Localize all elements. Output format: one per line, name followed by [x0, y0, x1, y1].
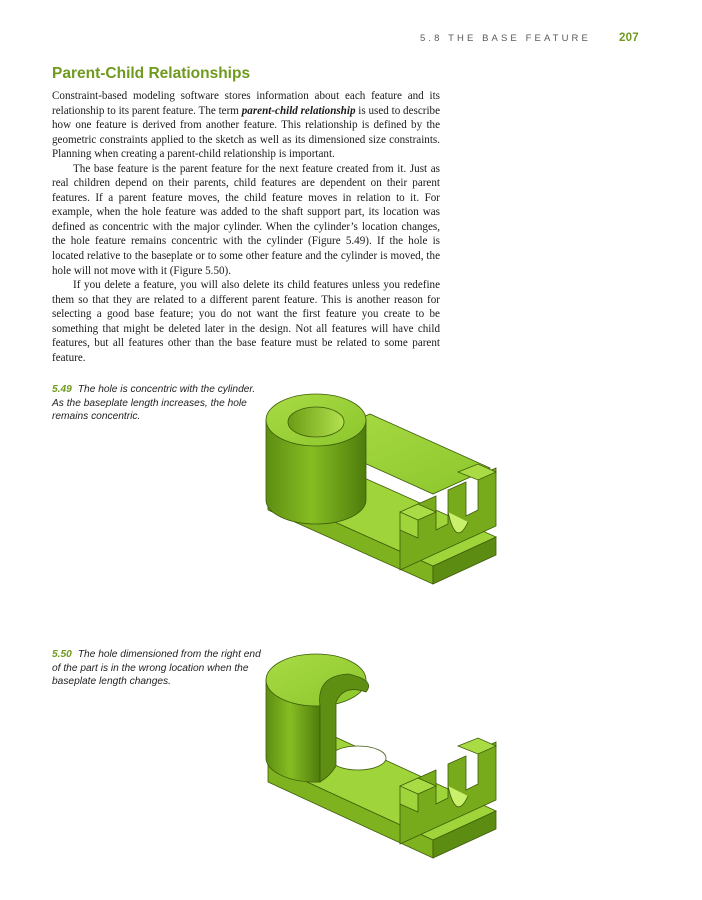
cylinder-hole — [288, 407, 344, 437]
figure-5-50-number: 5.50 — [52, 649, 72, 660]
body-text — [52, 89, 440, 365]
figure-5-49-model-illustration — [258, 372, 508, 587]
paragraph-1-text-b: is used to describe how one feature is derived from another feature. This relationship is defined by the geometric constraints applied to the sketch as well as its dimensioned size constraints. Planning when creating a parent-child relationship is important. — [52, 104, 441, 161]
paragraph-3: If you delete a feature, you will also delete its child features unless you redefine them so that they are related to a different parent feature. This is another reason for selecting a good base feature; you do not want the first feature you create to be something that might be deleted later in the design. Not all features will have child features, but all features other than the base feature must be related to some parent feature. — [52, 279, 440, 364]
figure-5-50-caption — [52, 648, 262, 689]
page-number: 207 — [619, 32, 639, 44]
figure-5-50-model-illustration — [258, 636, 508, 861]
running-head: 5.8 THE BASE FEATURE — [420, 33, 591, 44]
figure-5-49-caption — [52, 383, 262, 424]
paragraph-2: The base feature is the parent feature for the next feature created from it. Just as real children depend on their parents, child features are dependent on their parent features. If a parent feature moves, the child feature moves in relation to it. For example, when the hole feature was added to the shaft support part, its location was defined as concentric with the major cylinder. When the cylinder’s location changes, the hole feature remains concentric with the cylinder (Figure 5.49). If the hole is located relative to the baseplate or to some other feature and the cylinder is moved, the hole will not move with it (Figure 5.50). — [52, 162, 440, 277]
figure-5-49-number: 5.49 — [52, 384, 72, 395]
misplaced-hole — [330, 746, 386, 770]
paragraph-1 — [52, 89, 440, 162]
figure-5-49-caption-text: The hole is concentric with the cylinder. As the baseplate length increases, the hole remains concentric. — [52, 384, 256, 423]
figure-5-50-caption-text: The hole dimensioned from the right end of the part is in the wrong location when the baseplate length changes. — [52, 649, 261, 688]
key-term: parent-child relationship — [241, 104, 356, 117]
paragraph-1-text-a: Constraint-based modeling software stores information about each feature and its relationship to its parent feature. The term — [52, 90, 440, 117]
section-heading: Parent-Child Relationships — [52, 65, 251, 82]
